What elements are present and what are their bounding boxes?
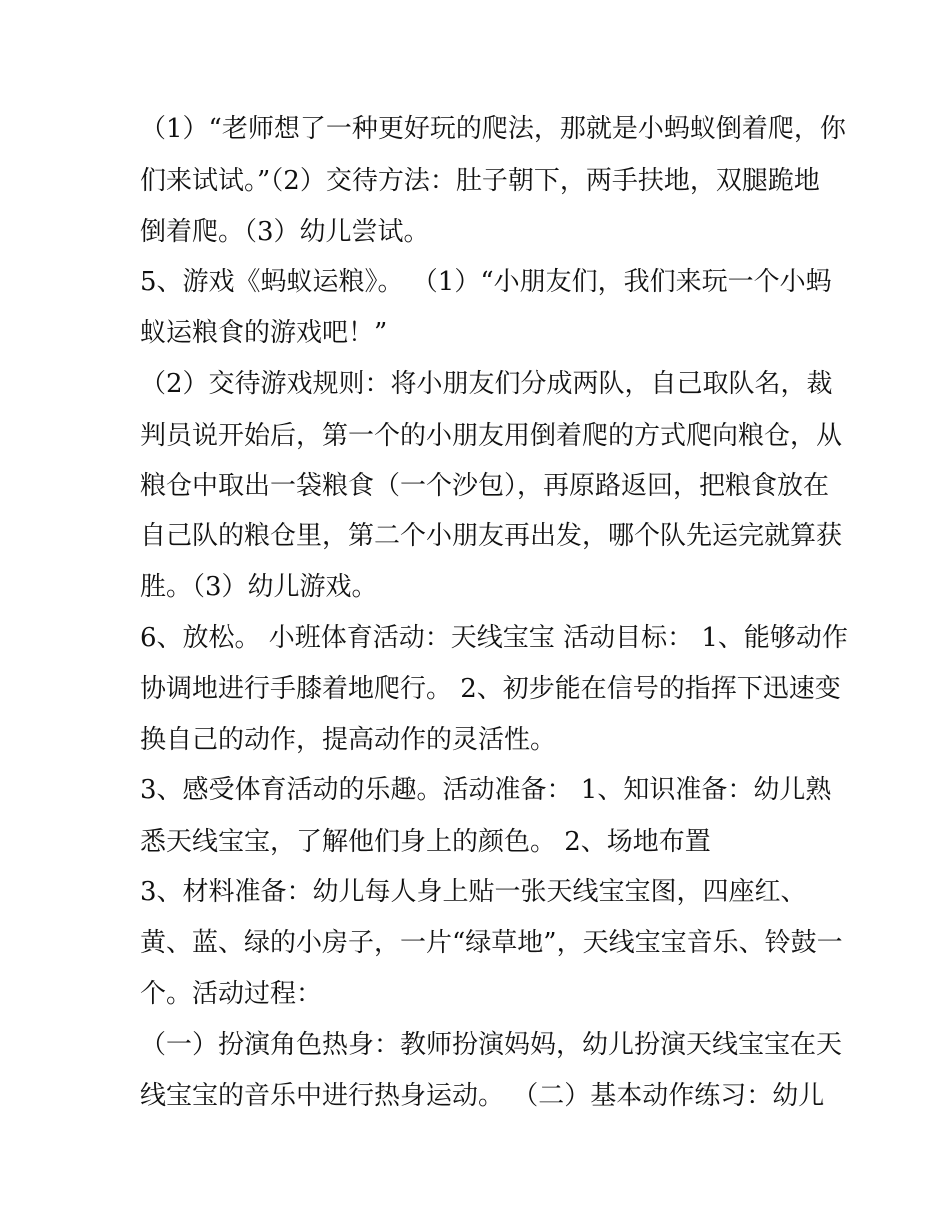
text-line: 粮仓中取出一袋粮食（一个沙包），再原路返回，把粮食放在: [140, 471, 830, 501]
text-line: 悉天线宝宝，了解他们身上的颜色。 2、场地布置: [140, 827, 711, 857]
text-line: 3、感受体育活动的乐趣。活动准备： 1、知识准备：幼儿熟: [140, 775, 832, 805]
text-line: 们来试试。”（2）交待方法：肚子朝下，两手扶地，双腿跪地: [140, 166, 820, 196]
text-line: 倒着爬。（3）幼儿尝试。: [140, 217, 430, 247]
text-line: （2）交待游戏规则：将小朋友们分成两队，自己取队名，裁: [140, 369, 833, 399]
text-line: 协调地进行手膝着地爬行。 2、初步能在信号的指挥下迅速变: [140, 674, 841, 704]
text-line: 胜。（3）幼儿游戏。: [140, 572, 378, 602]
text-line: 蚁运粮食的游戏吧！”: [140, 318, 388, 348]
text-line: 5、游戏《蚂蚁运粮》。 （1）“小朋友们，我们来玩一个小蚂: [140, 267, 832, 297]
text-line: 3、材料准备：幼儿每人身上贴一张天线宝宝图，四座红、: [140, 877, 807, 907]
text-line: 自己队的粮仓里，第二个小朋友再出发，哪个队先运完就算获: [140, 521, 843, 551]
text-line: 黄、蓝、绿的小房子，一片“绿草地”，天线宝宝音乐、铃鼓一: [140, 928, 843, 958]
text-line: 6、放松。 小班体育活动：天线宝宝 活动目标： 1、能够动作: [140, 623, 848, 653]
text-line: 线宝宝的音乐中进行热身运动。 （二）基本动作练习：幼儿: [140, 1081, 825, 1111]
text-line: 换自己的动作，提高动作的灵活性。: [140, 725, 557, 755]
text-line: 判员说开始后，第一个的小朋友用倒着爬的方式爬向粮仓，从: [140, 421, 843, 451]
text-line: 个。活动过程：: [140, 979, 323, 1009]
text-line: （一）扮演角色热身：教师扮演妈妈，幼儿扮演天线宝宝在天: [140, 1030, 843, 1060]
text-line: （1）“老师想了一种更好玩的爬法，那就是小蚂蚁倒着爬，你: [140, 114, 846, 144]
